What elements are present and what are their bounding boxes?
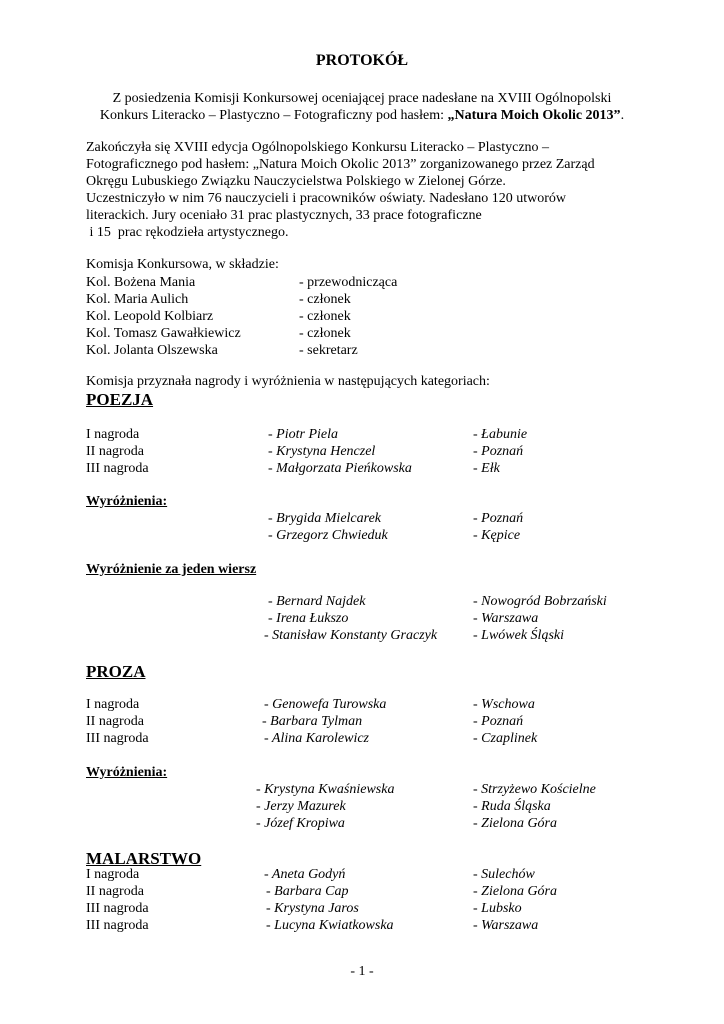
award-winner: - Krystyna Henczel	[268, 444, 376, 459]
subheading-distinctions: Wyróżnienia:	[86, 494, 168, 509]
award-row	[0, 714, 724, 731]
document-title: PROTOKÓŁ	[315, 52, 409, 69]
member-name: Kol. Jolanta Olszewska	[86, 343, 218, 358]
distinction-row	[0, 594, 724, 611]
award-winner: - Alina Karolewicz	[264, 731, 369, 746]
subheading-single-poem: Wyróżnienie za jeden wiersz	[86, 562, 257, 577]
contest-motto: „Natura Moich Okolic 2013”	[447, 108, 621, 123]
award-city: - Lubsko	[473, 901, 522, 916]
member-role: - członek	[299, 326, 351, 341]
award-winner: - Aneta Godyń	[264, 867, 346, 882]
award-place: II nagroda	[86, 884, 144, 899]
distinction-city: - Nowogród Bobrzański	[473, 594, 607, 609]
award-place: I nagroda	[86, 697, 140, 712]
member-role: - członek	[299, 292, 351, 307]
award-city: - Ełk	[473, 461, 500, 476]
section-heading-proza: PROZA	[86, 662, 146, 681]
summary-line: Zakończyła się XVIII edycja Ogólnopolskiego Konkursu Literacko – Plastyczno –	[86, 140, 550, 155]
award-city: - Łabunie	[473, 427, 528, 442]
summary-line: Uczestniczyło w nim 76 nauczycieli i pracowników oświaty. Nadesłano 120 utworów	[86, 191, 567, 206]
award-row	[0, 427, 724, 444]
distinction-city: - Strzyżewo Kościelne	[473, 782, 596, 797]
prizes-intro: Komisja przyznała nagrody i wyróżnienia w następujących kategoriach:	[86, 374, 490, 389]
award-winner: - Lucyna Kwiatkowska	[266, 918, 394, 933]
distinction-row	[0, 528, 724, 545]
award-winner: - Małgorzata Pieńkowska	[268, 461, 412, 476]
committee-list	[86, 274, 486, 359]
award-city: - Zielona Góra	[473, 884, 557, 899]
award-place: II nagroda	[86, 444, 144, 459]
intro-line-2-end: .	[620, 108, 625, 123]
award-place: III nagroda	[86, 461, 149, 476]
distinction-row	[0, 628, 724, 645]
award-winner: - Piotr Piela	[268, 427, 338, 442]
summary-paragraph	[86, 139, 638, 241]
award-row	[0, 697, 724, 714]
award-city: - Wschowa	[473, 697, 535, 712]
committee-member	[86, 274, 486, 291]
member-role: - sekretarz	[299, 343, 358, 358]
award-row	[0, 901, 724, 918]
award-row	[0, 731, 724, 748]
distinction-city: - Lwówek Śląski	[473, 628, 564, 643]
award-winner: - Genowefa Turowska	[264, 697, 387, 712]
distinction-city: - Zielona Góra	[473, 816, 557, 831]
award-row	[0, 461, 724, 478]
committee-member	[86, 308, 486, 325]
distinction-city: - Kępice	[473, 528, 521, 543]
summary-line: literackich. Jury oceniało 31 prac plastycznych, 33 prace fotograficzne	[86, 208, 482, 223]
section-heading-poezja: POEZJA	[86, 390, 154, 409]
award-winner: - Barbara Tylman	[262, 714, 363, 729]
member-name: Kol. Bożena Mania	[86, 275, 196, 290]
distinction-row	[0, 816, 724, 833]
award-row	[0, 884, 724, 901]
distinction-winner: - Grzegorz Chwieduk	[268, 528, 388, 543]
distinction-row	[0, 611, 724, 628]
section-heading-malarstwo: MALARSTWO	[86, 849, 202, 868]
award-place: III nagroda	[86, 901, 149, 916]
intro-line-2	[60, 107, 664, 124]
summary-line: i 15 prac rękodzieła artystycznego.	[86, 225, 289, 240]
distinction-winner: - Jerzy Mazurek	[256, 799, 346, 814]
award-row	[0, 444, 724, 461]
distinction-row	[0, 799, 724, 816]
distinction-winner: - Krystyna Kwaśniewska	[256, 782, 395, 797]
distinction-winner: - Józef Kropiwa	[256, 816, 345, 831]
award-place: III nagroda	[86, 731, 149, 746]
award-row	[0, 867, 724, 884]
intro-text	[60, 90, 664, 124]
committee-member	[86, 291, 486, 308]
distinction-city: - Ruda Śląska	[473, 799, 551, 814]
summary-line: Fotograficznego pod hasłem: „Natura Moich Okolic 2013” zorganizowanego przez Zarząd	[86, 157, 595, 172]
award-city: - Poznań	[473, 444, 524, 459]
distinction-city: - Poznań	[473, 511, 524, 526]
distinction-row	[0, 511, 724, 528]
member-name: Kol. Leopold Kolbiarz	[86, 309, 214, 324]
summary-line: Okręgu Lubuskiego Związku Nauczycielstwa Polskiego w Zielonej Górze.	[86, 174, 506, 189]
distinction-row	[0, 782, 724, 799]
member-name: Kol. Maria Aulich	[86, 292, 189, 307]
subheading-distinctions: Wyróżnienia:	[86, 765, 168, 780]
award-place: I nagroda	[86, 427, 140, 442]
award-place: III nagroda	[86, 918, 149, 933]
distinction-winner: - Irena Łukszo	[268, 611, 349, 626]
distinction-winner: - Bernard Najdek	[268, 594, 366, 609]
member-name: Kol. Tomasz Gawałkiewicz	[86, 326, 241, 341]
distinction-winner: - Stanisław Konstanty Graczyk	[264, 628, 438, 643]
distinction-winner: - Brygida Mielcarek	[268, 511, 381, 526]
committee-member	[86, 342, 486, 359]
award-winner: - Krystyna Jaros	[266, 901, 359, 916]
award-row	[0, 918, 724, 935]
award-place: II nagroda	[86, 714, 144, 729]
intro-line-2-text: Konkurs Literacko – Plastyczno – Fotograficzny pod hasłem:	[99, 108, 448, 123]
distinction-city: - Warszawa	[473, 611, 539, 626]
award-city: - Poznań	[473, 714, 524, 729]
member-role: - przewodnicząca	[299, 275, 398, 290]
intro-line-1: Z posiedzenia Komisji Konkursowej oceniającej prace nadesłane na XVIII Ogólnopolski	[112, 91, 612, 106]
award-city: - Warszawa	[473, 918, 539, 933]
committee-member	[86, 325, 486, 342]
committee-heading: Komisja Konkursowa, w składzie:	[86, 257, 279, 272]
award-city: - Sulechów	[473, 867, 535, 882]
page-number: - 1 -	[350, 964, 374, 979]
award-place: I nagroda	[86, 867, 140, 882]
award-winner: - Barbara Cap	[266, 884, 349, 899]
member-role: - członek	[299, 309, 351, 324]
award-city: - Czaplinek	[473, 731, 538, 746]
